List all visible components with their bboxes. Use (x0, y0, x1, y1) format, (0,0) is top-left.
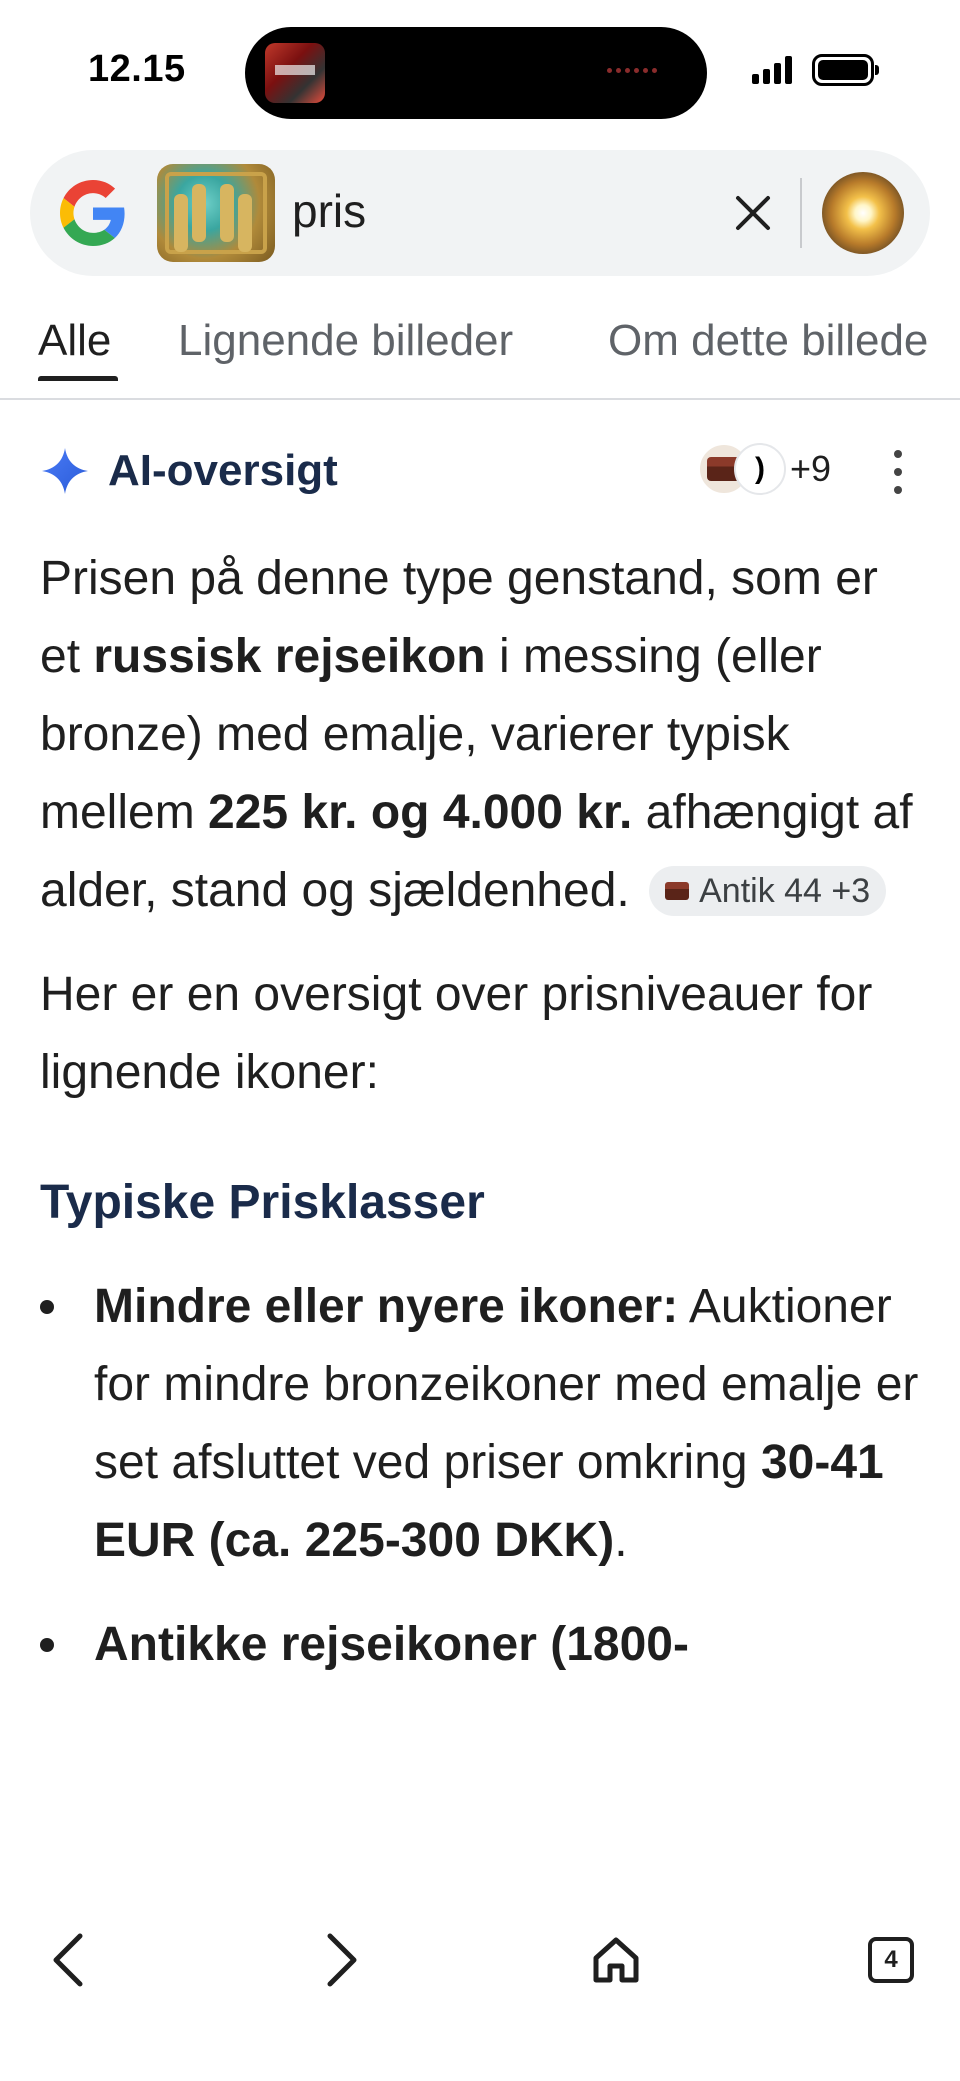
tabs-button[interactable] (851, 1920, 931, 2000)
now-playing-thumbnail (265, 43, 325, 103)
account-avatar[interactable] (822, 172, 904, 254)
bottom-navigation (0, 1890, 960, 2081)
battery-icon (812, 54, 874, 86)
sparkle-icon (40, 446, 90, 496)
list-item: Mindre eller nyere ikoner: Auktioner for mindre bronzeikoner med emalje er set afsluttet ved priser omkring 30-41 EUR (ca. 225-300 DKK). (40, 1268, 920, 1580)
dynamic-island[interactable] (245, 27, 707, 119)
close-icon (733, 193, 773, 233)
signal-icon (752, 56, 792, 84)
source-avatar: ) (734, 443, 786, 495)
overview-intro: Her er en oversigt over prisniveauer for lignende ikoner: (40, 968, 873, 1099)
source-count[interactable]: +9 (790, 448, 832, 489)
clear-search-button[interactable] (720, 180, 786, 246)
ai-overview-title: AI-oversigt (108, 446, 338, 495)
forward-icon (320, 1930, 364, 1990)
more-vert-icon[interactable] (888, 450, 908, 494)
tabs-icon: 4 (868, 1937, 914, 1983)
search-bar[interactable] (30, 150, 930, 276)
price-list (40, 1268, 920, 1684)
audio-indicator-icon (607, 68, 657, 73)
tab-about-image[interactable]: Om dette billede (608, 316, 929, 365)
home-icon (590, 1934, 642, 1986)
status-bar (0, 0, 960, 140)
forward-button[interactable] (302, 1920, 382, 2000)
active-tab-indicator (38, 376, 118, 381)
status-time: 12.15 (88, 48, 186, 90)
search-tabs (0, 300, 960, 400)
list-item: Antikke rejseikoner (1800- (40, 1606, 920, 1684)
back-button[interactable] (28, 1920, 108, 2000)
ai-overview-content (40, 540, 920, 1710)
source-avatars[interactable] (698, 443, 788, 495)
search-divider (800, 178, 802, 248)
home-button[interactable] (576, 1920, 656, 2000)
search-input[interactable]: pris (292, 185, 367, 237)
google-logo-icon[interactable] (60, 180, 126, 246)
tab-all[interactable]: Alle (38, 316, 112, 365)
overview-paragraph: Prisen på denne type genstand, som er et russisk rejseikon i messing (eller bronze) med emalje, varierer typisk mellem 225 kr. og 4.000 kr. afhængigt af alder, stand og sjældenhed. Antik 44 +3 (40, 552, 913, 917)
ai-overview-header (0, 440, 960, 500)
section-heading: Typiske Prisklasser (40, 1176, 485, 1229)
back-icon (46, 1930, 90, 1990)
source-chip[interactable]: Antik 44 +3 (649, 866, 886, 916)
tab-similar-images[interactable]: Lignende billeder (178, 316, 514, 365)
source-favicon-icon (665, 882, 689, 900)
search-image-thumbnail[interactable] (157, 164, 275, 262)
